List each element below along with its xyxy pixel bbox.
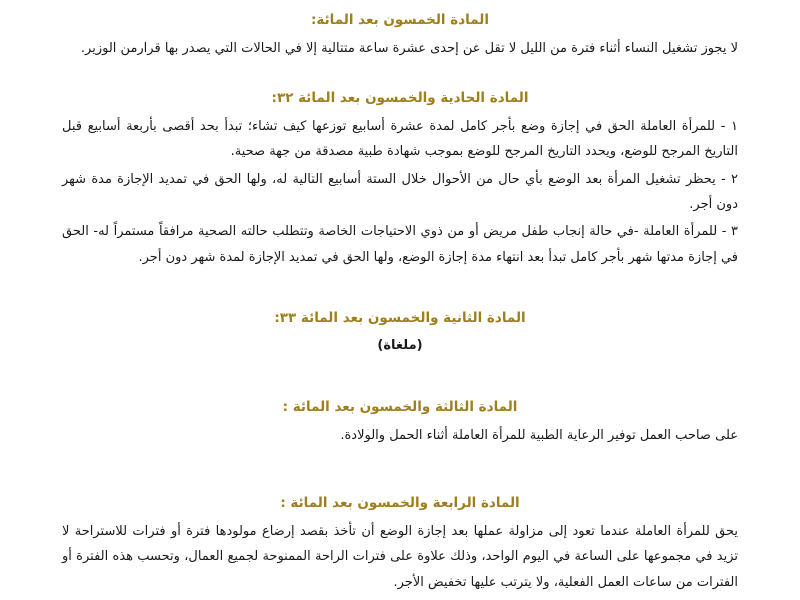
article-152-note: (ملغاة) <box>377 338 423 354</box>
article-150-heading: المادة الخمسون بعد المائة: <box>311 12 489 28</box>
article-153-heading: المادة الثالثة والخمسون بعد المائة : <box>282 399 518 416</box>
spacer <box>62 274 738 308</box>
spacer <box>62 453 738 493</box>
article-153-paragraph-1: على صاحب العمل توفير الرعاية الطبية للمرأة العاملة أثناء الحمل والولادة. <box>340 428 738 444</box>
article-153-body <box>62 423 738 448</box>
article-154 <box>62 493 738 595</box>
article-151-item-1: ١ - للمرأة العاملة الحق في إجازة وضع بأجر كامل لمدة عشرة أسابيع توزعها كيف تشاء؛ تبدأ بحد أقصى بأربعة أسابيع قبل التاريخ المرجح للوضع، ويحدد التاريخ المرجح للوضع بموجب شهادة طبية مصدقة من جهة صحية. <box>62 118 738 160</box>
spacer <box>62 66 738 88</box>
article-150 <box>62 10 738 62</box>
article-151-heading: المادة الحادية والخمسون بعد المائة ٣٢: <box>271 89 529 106</box>
article-152 <box>62 308 738 353</box>
article-154-paragraph-1: يحق للمرأة العاملة عندما تعود إلى مزاولة عملها بعد إجازة الوضع أن تأخذ بقصد إرضاع مولودها فترة أو فترات للاستراحة لا تزيد في مجموعها على الساعة في اليوم الواحد، وذلك علاوة على فترات الراحة الممنوحة لجميع العمال، وتحسب هذه الفترة أو الفترات من ساعات العمل الفعلية، ولا يترتب عليها تخفيض الأجر. <box>62 524 738 590</box>
spacer <box>62 357 738 397</box>
article-153 <box>62 397 738 449</box>
article-150-paragraph-1: لا يجوز تشغيل النساء أثناء فترة من الليل لا تقل عن إحدى عشرة ساعة متتالية إلا في الحالات التي يصدر بها قرارمن الوزير. <box>80 41 738 57</box>
article-154-body <box>62 519 738 595</box>
article-151 <box>62 88 738 270</box>
article-151-item-3: ٣ - للمرأة العاملة -في حالة إنجاب طفل مريض أو من ذوي الاحتياجات الخاصة وتتطلب حالته الصحية مرافقاً مستمراً له- الحق في إجازة مدتها شهر بأجر كامل تبدأ بعد انتهاء مدة إجازة الوضع، ولها الحق في تمديد الإجازة لمدة شهر دون أجر. <box>62 224 738 265</box>
article-151-body <box>62 114 738 270</box>
article-154-heading: المادة الرابعة والخمسون بعد المائة : <box>280 494 520 511</box>
article-150-body <box>62 36 738 61</box>
article-151-item-2: ٢ - يحظر تشغيل المرأة بعد الوضع بأي حال من الأحوال خلال الستة أسابيع التالية له، ولها الحق في تمديد الإجازة مدة شهر دون أجر. <box>62 171 738 212</box>
article-152-heading: المادة الثانية والخمسون بعد المائة ٣٣: <box>274 309 526 326</box>
